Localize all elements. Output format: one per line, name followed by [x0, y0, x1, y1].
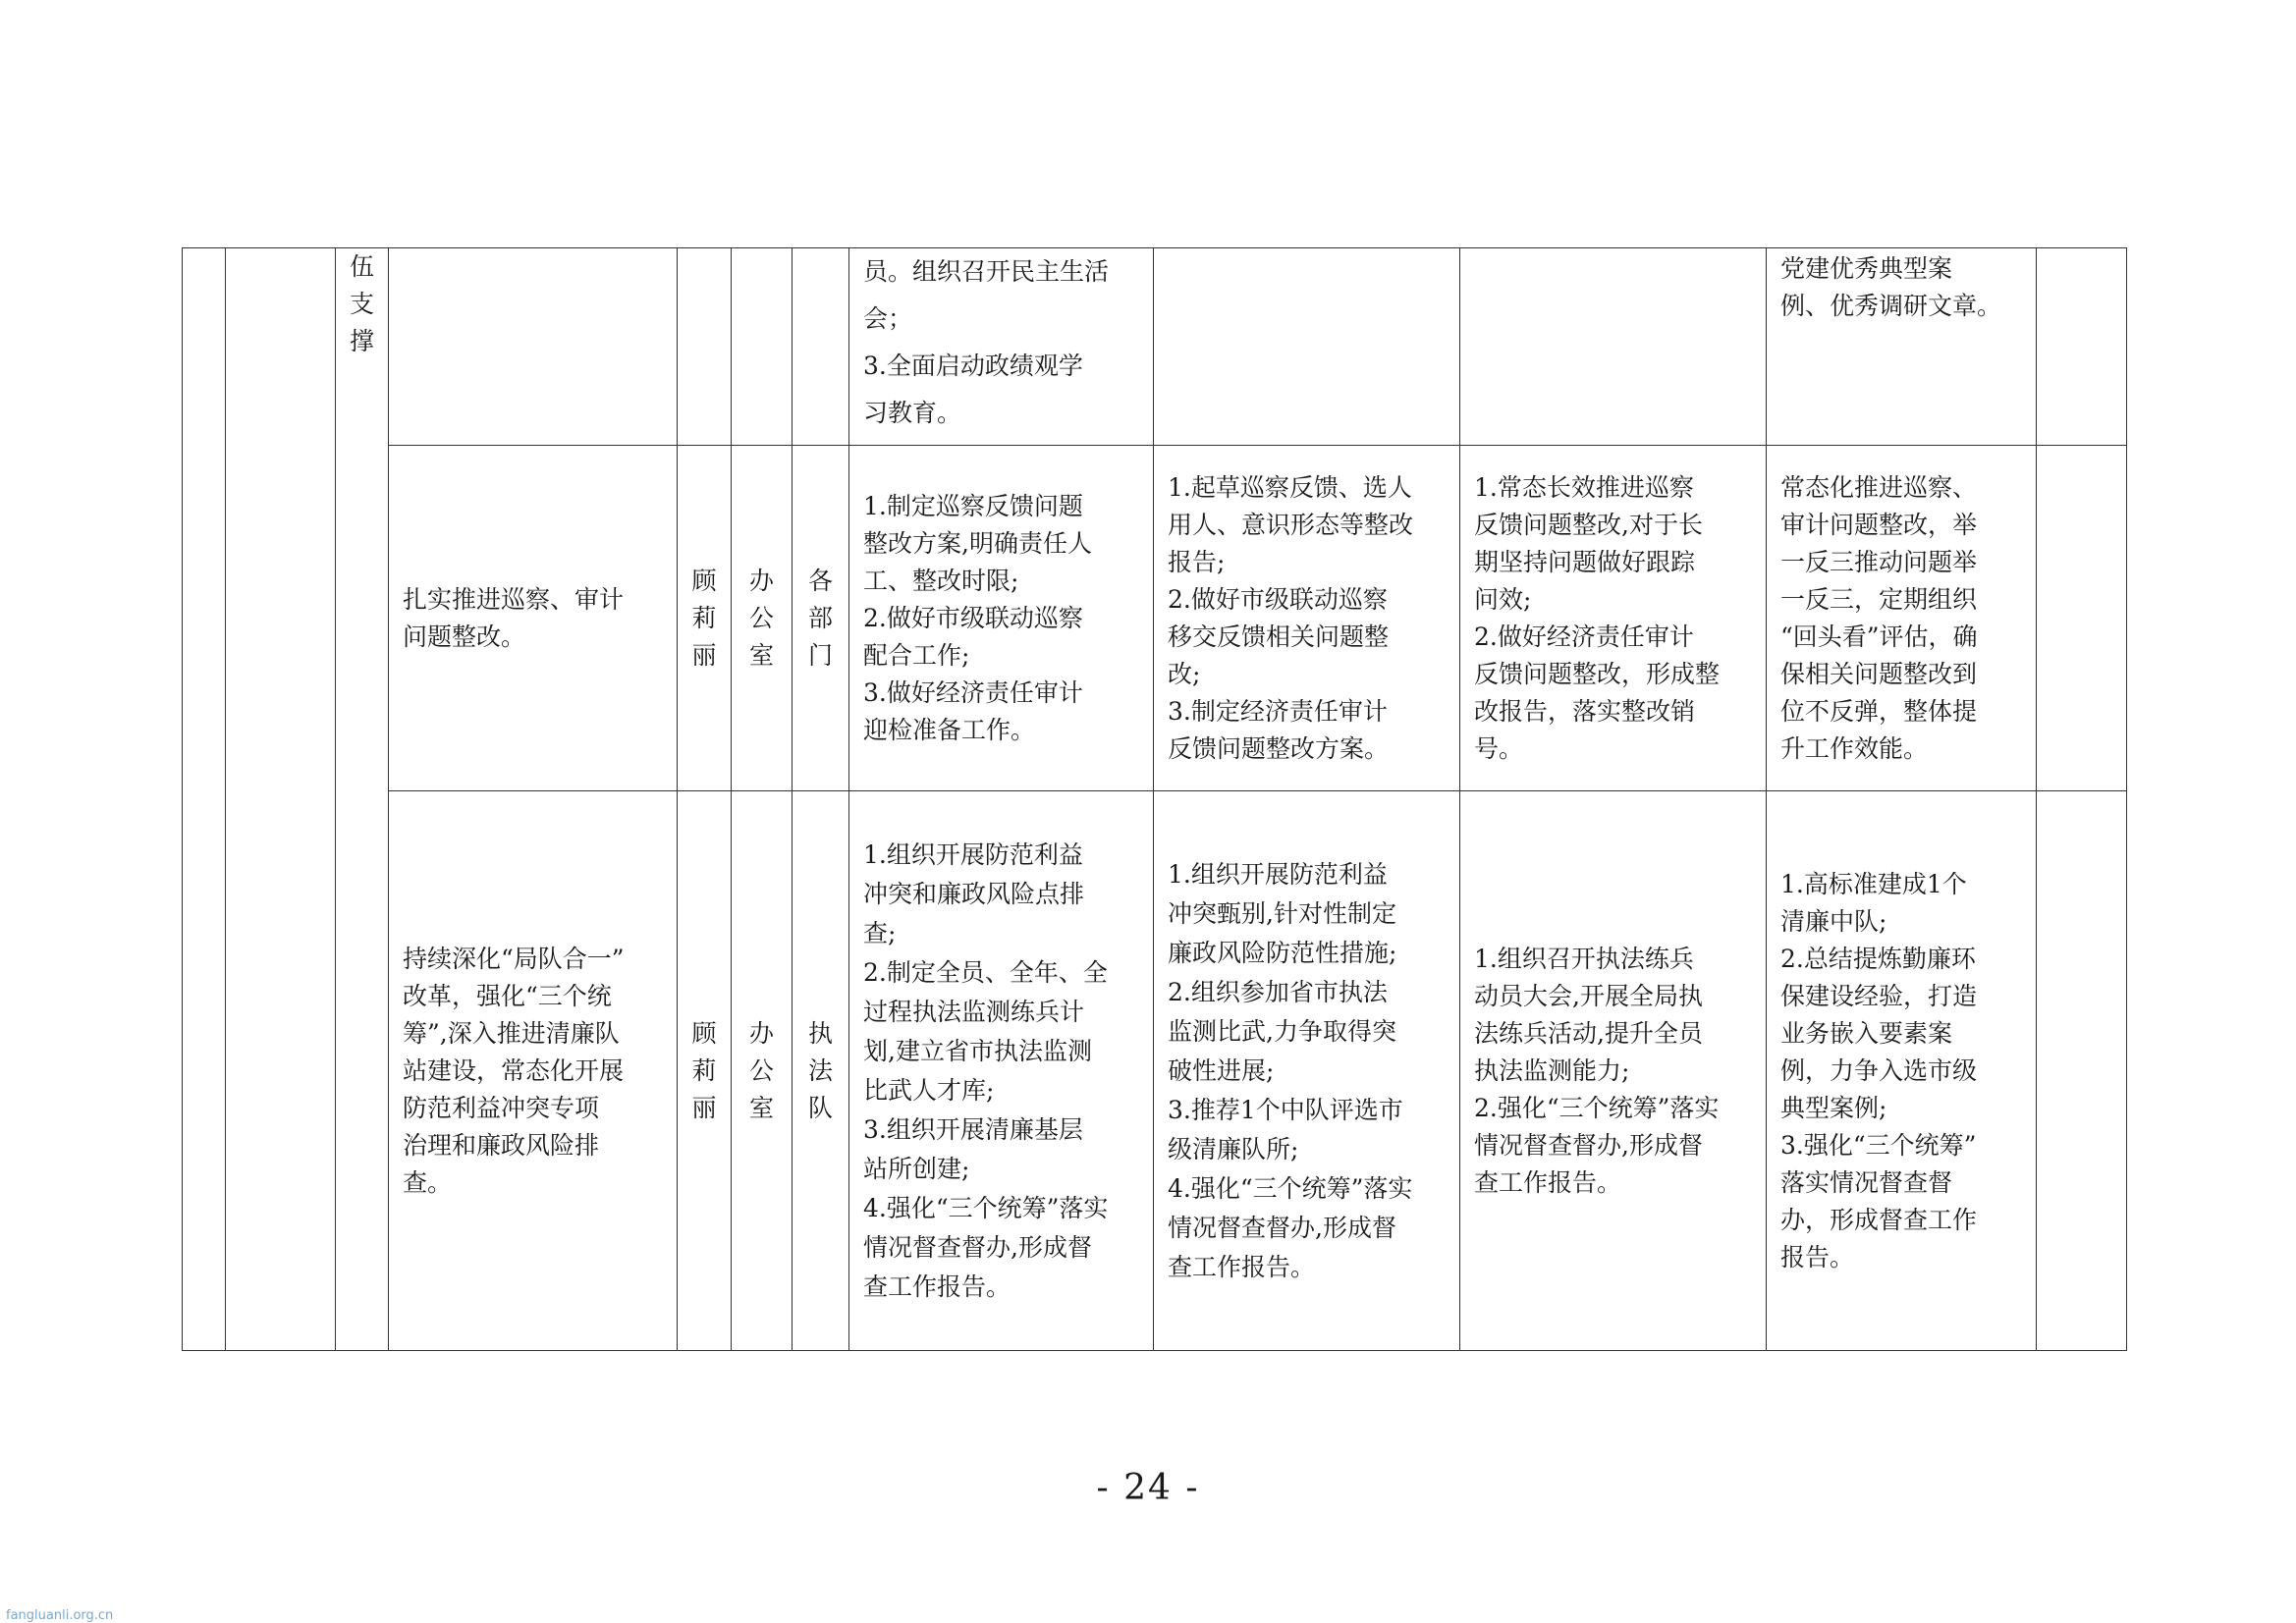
- leader-cell: [678, 446, 732, 791]
- q1-text: 1.组织开展防范利益 冲突和廉政风险点排 查; 2.制定全员、全年、全 过程执法监测练兵计 划,建立省市执法监测 比武人才库; 3.组织开展清廉基层 站所创建; 4.强化“三个统筹”落实 情况督查督办,形成督 查工作报告。: [863, 839, 1109, 1301]
- task-text: [389, 341, 677, 352]
- q2-text: [1154, 341, 1459, 352]
- leader-text: 顾 莉 丽: [691, 566, 717, 670]
- work-plan-table: [182, 247, 2127, 1351]
- q3-cell: [1460, 791, 1767, 1351]
- q4-text: 党建优秀典型案 例、优秀调研文章。: [1780, 254, 2002, 320]
- task-cell: [389, 446, 678, 791]
- lead-dept-cell: [732, 248, 793, 446]
- coop-dept-text: 各 部 门: [807, 566, 833, 670]
- q1-cell: [849, 446, 1154, 791]
- index-cell: [183, 248, 226, 1351]
- q2-text: 1.组织开展防范利益 冲突甄别,针对性制定 廉政风险防范性措施; 2.组织参加省市执法 监测比武,力争取得突 破性进展; 3.推荐1个中队评选市 级清廉队所; 4.强化“三个统筹”落实 情况督查督办,形成督 查工作报告。: [1168, 859, 1413, 1281]
- q2-text: 1.起草巡察反馈、选人 用人、意识形态等整改 报告; 2.做好市级联动巡察 移交反馈相关问题整 改; 3.制定经济责任审计 反馈问题整改方案。: [1168, 472, 1414, 763]
- task-cell: [389, 248, 678, 446]
- coop-dept-cell: [793, 248, 849, 446]
- q4-cell: [1767, 446, 2037, 791]
- lead-dept-cell: [732, 446, 793, 791]
- lead-dept-text: 办 公 室: [748, 566, 774, 670]
- section-label-cell: [336, 248, 389, 1351]
- q1-cell: [849, 791, 1154, 1351]
- q4-cell: [1767, 791, 2037, 1351]
- coop-dept-cell: [793, 446, 849, 791]
- note-cell: [2037, 446, 2127, 791]
- note-text: [2037, 1065, 2126, 1077]
- q2-cell: [1154, 446, 1460, 791]
- leader-cell: [678, 248, 732, 446]
- leader-cell: [678, 791, 732, 1351]
- lead-dept-text: 办 公 室: [748, 1018, 774, 1122]
- page-number: - 24 -: [1096, 1468, 1200, 1508]
- table-row: [183, 791, 2127, 1351]
- table-row: [183, 446, 2127, 791]
- note-text: [2037, 613, 2126, 624]
- coop-dept-text: 执 法 队: [807, 1018, 833, 1122]
- q3-text: [1460, 341, 1766, 352]
- q3-text: 1.常态长效推进巡察 反馈问题整改,对于长 期坚持问题做好跟踪 问效; 2.做好经济责任审计 反馈问题整改，形成整 改报告，落实整改销 号。: [1474, 472, 1721, 763]
- q1-cell: [849, 248, 1154, 446]
- task-cell: [389, 791, 678, 1351]
- table-row: [183, 248, 2127, 446]
- q3-cell: [1460, 446, 1767, 791]
- q3-cell: [1460, 248, 1767, 446]
- task-text: 扎实推进巡察、审计 问题整改。: [403, 584, 625, 651]
- lead-dept-cell: [732, 791, 793, 1351]
- note-cell: [2037, 248, 2127, 446]
- q4-text: 1.高标准建成1个 清廉中队; 2.总结提炼勤廉环 保建设经验，打造 业务嵌入要素案 例，力争入选市级 典型案例; 3.强化“三个统筹” 落实情况督查督 办，形成督查工作 报告。: [1780, 869, 1978, 1271]
- leader-text: 顾 莉 丽: [691, 1018, 717, 1122]
- section-label: 伍 支 撑: [349, 252, 374, 355]
- q2-cell: [1154, 791, 1460, 1351]
- q1-text: 员。组织召开民主生活 会； 3.全面启动政绩观学 习教育。: [863, 257, 1110, 427]
- category-cell: [226, 248, 336, 1351]
- q4-text: 常态化推进巡察、 审计问题整改，举 一反三推动问题举 一反三，定期组织 “回头看”评估，确 保相关问题整改到 位不反弹，整体提 升工作效能。: [1780, 472, 1978, 763]
- task-text: 持续深化“局队合一” 改革，强化“三个统 筹”,深入推进清廉队 站建设，常态化开展 防范利益冲突专项 治理和廉政风险排 查。: [403, 944, 625, 1197]
- q3-text: 1.组织召开执法练兵 动员大会,开展全局执 法练兵活动,提升全员 执法监测能力; 2.强化“三个统筹”落实 情况督查督办,形成督 查工作报告。: [1474, 944, 1720, 1197]
- q1-text: 1.制定巡察反馈问题 整改方案,明确责任人 工、整改时限; 2.做好市级联动巡察 配合工作; 3.做好经济责任审计 迎检准备工作。: [863, 491, 1092, 744]
- q4-cell: [1767, 248, 2037, 446]
- note-cell: [2037, 791, 2127, 1351]
- q2-cell: [1154, 248, 1460, 446]
- coop-dept-cell: [793, 791, 849, 1351]
- watermark-text: fangluanli.org.cn: [6, 1608, 114, 1623]
- note-text: [2037, 341, 2126, 352]
